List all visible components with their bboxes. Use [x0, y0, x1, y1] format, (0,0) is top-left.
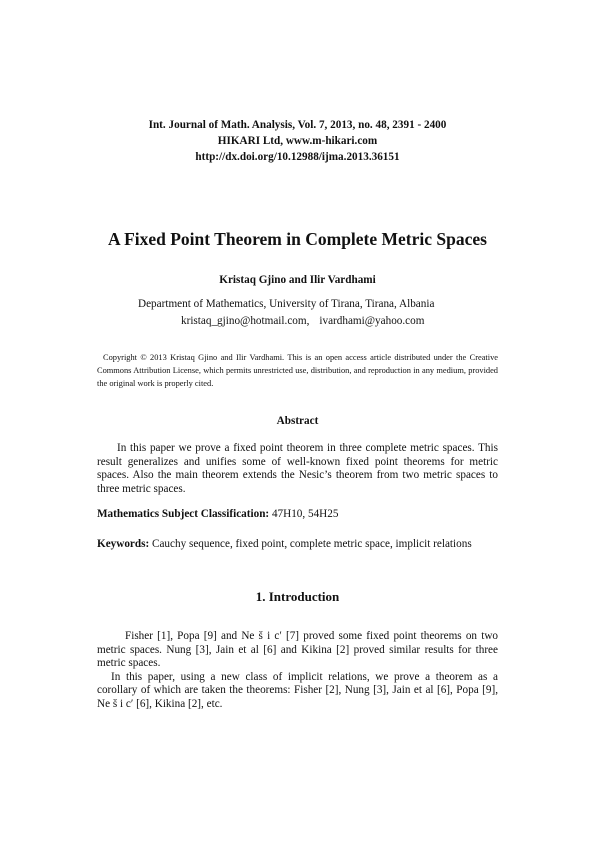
introduction-body — [97, 630, 498, 712]
journal-citation: Int. Journal of Math. Analysis, Vol. 7, 2013, no. 48, 2391 - 2400 — [148, 119, 447, 131]
abstract-text: In this paper we prove a fixed point theorem in three complete metric spaces. This result generalizes and unifies some of well-known fixed point theorems for metric spaces. Also the main theorem extends the Nesic’s theorem from two metric spaces to three metric spaces. — [97, 442, 498, 495]
msc-value: 47H10, 54H25 — [269, 508, 339, 520]
keywords-line — [97, 537, 498, 551]
doi-link[interactable]: http://dx.doi.org/10.12988/ijma.2013.36151 — [195, 151, 400, 163]
authors: Kristaq Gjino and Ilir Vardhami — [219, 274, 376, 286]
email-link-gjino[interactable]: kristaq_gjino@hotmail.com, — [181, 315, 310, 327]
email-link-vardhami[interactable]: ivardhami@yahoo.com — [319, 315, 425, 327]
msc-line — [97, 507, 498, 521]
copyright-notice: Copyright © 2013 Kristaq Gjino and Ilir Vardhami. This is an open access article distributed under the Creative Commons Attribution License, which permits unrestricted use, distribution, and reproduction in any medium, provided the original work is properly cited. — [97, 353, 498, 388]
section-heading-introduction: 1. Introduction — [255, 589, 340, 604]
intro-paragraph-2: In this paper, using a new class of implicit relations, we prove a theorem as a corollary of which are taken the theorems: Fisher [2], Nung [3], Jain et al [6], Popa [9], Ne s̆ i c′ [6], Kikina [2], etc. — [97, 670, 498, 710]
msc-label: Mathematics Subject Classification: — [97, 508, 270, 520]
keywords-value: Cauchy sequence, fixed point, complete metric space, implicit relations — [149, 538, 472, 550]
paper-title: A Fixed Point Theorem in Complete Metric Spaces — [108, 229, 487, 249]
department: Department of Mathematics, University of Tirana, Tirana, Albania — [138, 298, 435, 310]
abstract-heading: Abstract — [276, 415, 319, 427]
journal-header — [0, 117, 595, 165]
affiliation — [138, 296, 468, 330]
keywords-label: Keywords: — [97, 538, 150, 550]
author-emails — [138, 313, 468, 330]
intro-paragraph-1: Fisher [1], Popa [9] and Ne s̆ i c′ [7] proved some fixed point theorems on two metric spaces. Nung [3], Jain et al [6] and Kikina [2] proved similar results for three metric spaces. — [97, 630, 498, 670]
publisher-line: HIKARI Ltd, www.m-hikari.com — [217, 135, 378, 147]
